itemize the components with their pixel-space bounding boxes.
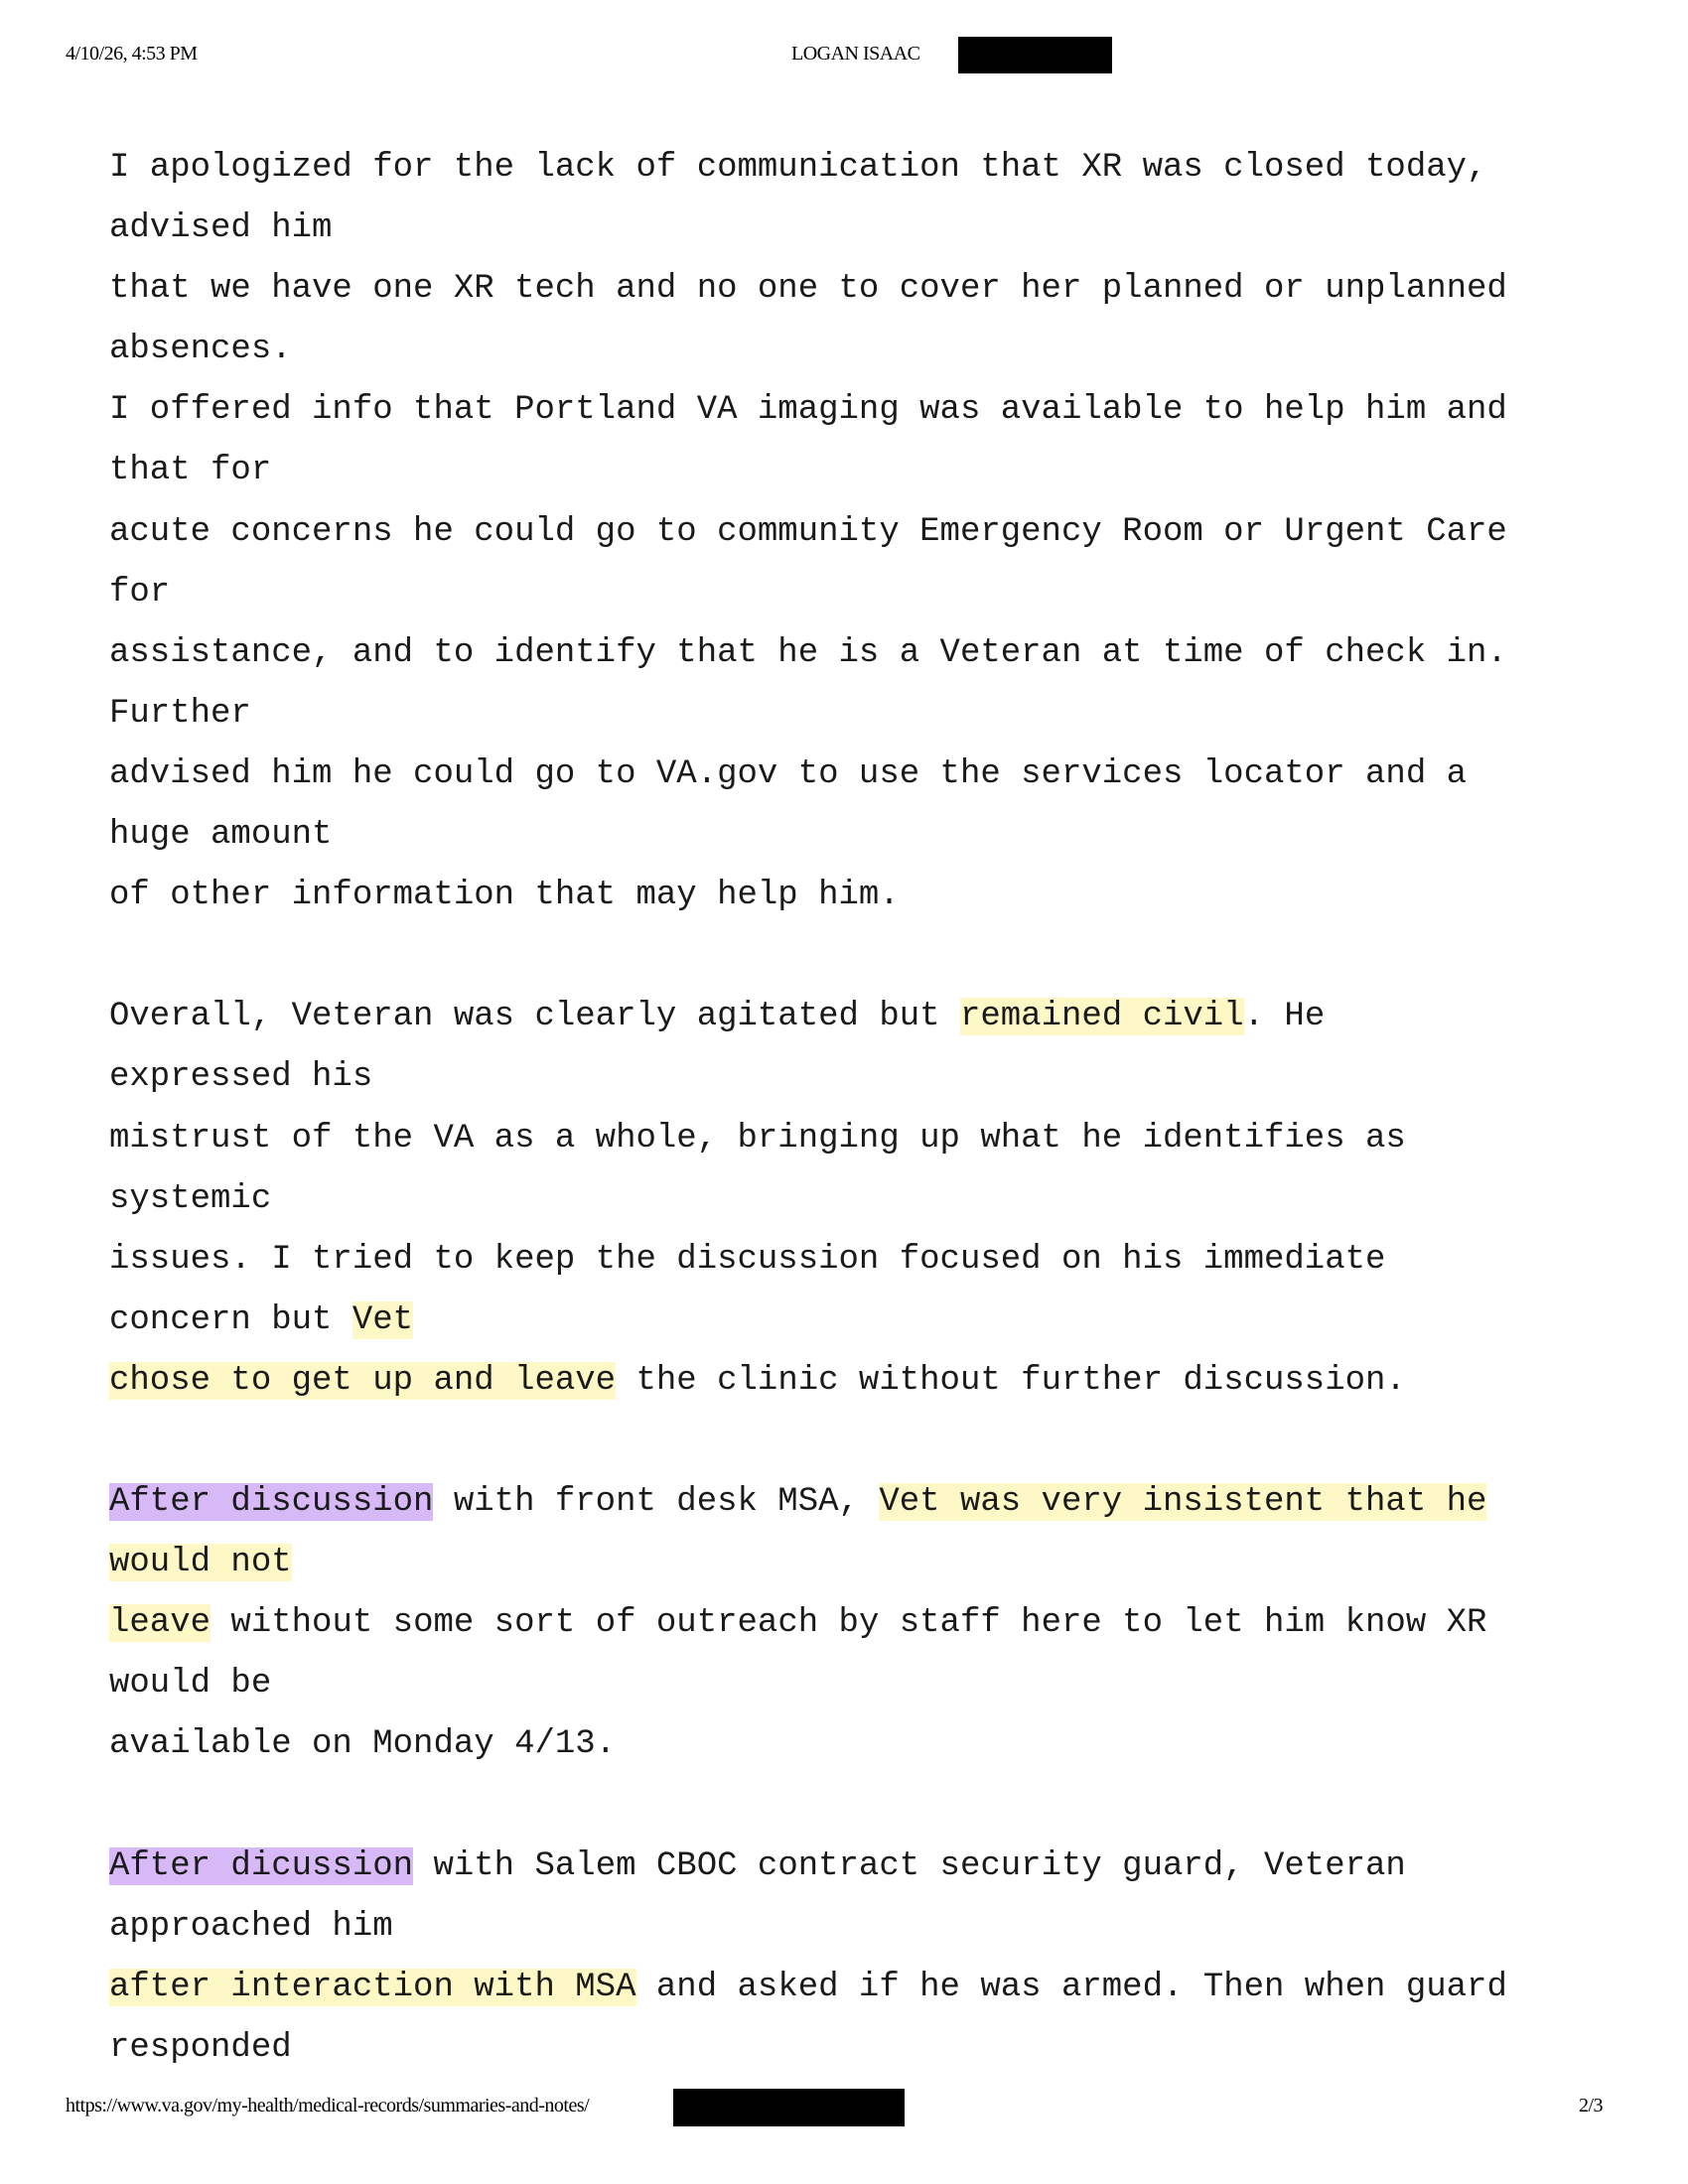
text-segment: I offered info that Portland VA imaging was available to help him and	[109, 391, 1507, 430]
text-line	[109, 1109, 1507, 1169]
text-line	[109, 1533, 1507, 1593]
text-segment: responded	[109, 2028, 292, 2067]
text-segment: with front desk MSA,	[433, 1483, 880, 1522]
text-segment: issues. I tried to keep the discussion focused on his immediate	[109, 1240, 1386, 1279]
text-segment: would be	[109, 1665, 272, 1704]
text-line	[109, 1958, 1507, 2018]
text-segment: that we have one XR tech and no one to cover her planned or unplanned	[109, 270, 1507, 309]
text-line	[109, 1714, 1507, 1775]
text-line	[109, 199, 1507, 259]
note-body	[109, 138, 1507, 2079]
text-segment: mistrust of the VA as a whole, bringing up what he identifies as	[109, 1119, 1406, 1158]
text-segment: expressed his	[109, 1058, 373, 1097]
text-line	[109, 1351, 1507, 1412]
patient-name: LOGAN ISAAC	[791, 43, 920, 65]
text-line	[109, 2018, 1507, 2079]
text-line	[109, 684, 1507, 745]
text-line	[109, 866, 1507, 926]
redaction-box-footer	[673, 2089, 905, 2126]
redaction-box-header	[958, 37, 1112, 73]
highlighted-text-yellow: would not	[109, 1544, 292, 1582]
text-segment: without some sort of outreach by staff here to let him know XR	[211, 1604, 1487, 1643]
text-segment: assistance, and to identify that he is a Veteran at time of check in.	[109, 633, 1507, 672]
blank-line	[109, 1776, 1507, 1837]
highlighted-text-purple: After discussion	[109, 1483, 434, 1522]
page-number: 2/3	[1579, 2095, 1604, 2116]
text-segment: . He	[1243, 998, 1326, 1036]
text-segment: approached him	[109, 1907, 393, 1946]
highlighted-text-yellow: Vet was very insistent that he	[879, 1483, 1487, 1522]
text-line	[109, 1230, 1507, 1291]
text-segment: absences.	[109, 331, 292, 369]
text-segment: Further	[109, 694, 251, 733]
text-segment: that for	[109, 452, 272, 490]
text-segment: available on Monday 4/13.	[109, 1725, 617, 1764]
text-line	[109, 1837, 1507, 1897]
text-segment: huge amount	[109, 816, 333, 855]
text-line	[109, 259, 1507, 320]
blank-line	[109, 926, 1507, 987]
text-line	[109, 745, 1507, 805]
text-segment: advised him he could go to VA.gov to use the services locator and a	[109, 754, 1468, 793]
highlighted-text-yellow: leave	[109, 1604, 211, 1643]
text-line	[109, 623, 1507, 684]
text-segment: of other information that may help him.	[109, 877, 900, 915]
highlighted-text-purple: After dicussion	[109, 1846, 414, 1885]
text-line	[109, 1472, 1507, 1533]
text-line	[109, 1593, 1507, 1654]
text-segment: systemic	[109, 1179, 272, 1218]
highlighted-text-yellow: chose to get up and leave	[109, 1361, 617, 1400]
text-line	[109, 320, 1507, 380]
text-segment: Overall, Veteran was clearly agitated but	[109, 998, 960, 1036]
text-segment: acute concerns he could go to community Emergency Room or Urgent Care	[109, 512, 1507, 551]
text-segment: for	[109, 573, 171, 612]
text-segment: and asked if he was armed. Then when guard	[635, 1968, 1507, 2006]
text-line	[109, 1047, 1507, 1108]
text-line	[109, 987, 1507, 1047]
text-line	[109, 1291, 1507, 1351]
text-segment: advised him	[109, 209, 333, 248]
text-segment: concern but	[109, 1300, 352, 1339]
text-line	[109, 380, 1507, 441]
text-line	[109, 138, 1507, 199]
text-line	[109, 1654, 1507, 1714]
footer-url: https://www.va.gov/my-health/medical-records/summaries-and-notes/	[66, 2095, 590, 2116]
highlighted-text-yellow: remained civil	[959, 998, 1244, 1036]
highlighted-text-yellow: after interaction with MSA	[109, 1968, 636, 2006]
text-line	[109, 1169, 1507, 1230]
print-datetime: 4/10/26, 4:53 PM	[66, 43, 198, 65]
text-segment: the clinic without further discussion.	[616, 1361, 1406, 1400]
text-line	[109, 441, 1507, 501]
text-segment: I apologized for the lack of communication that XR was closed today,	[109, 149, 1487, 187]
text-line	[109, 563, 1507, 623]
highlighted-text-yellow: Vet	[352, 1300, 414, 1339]
blank-line	[109, 1412, 1507, 1472]
text-line	[109, 502, 1507, 563]
text-segment: with Salem CBOC contract security guard, Veteran	[413, 1846, 1406, 1885]
text-line	[109, 1897, 1507, 1958]
text-line	[109, 805, 1507, 866]
